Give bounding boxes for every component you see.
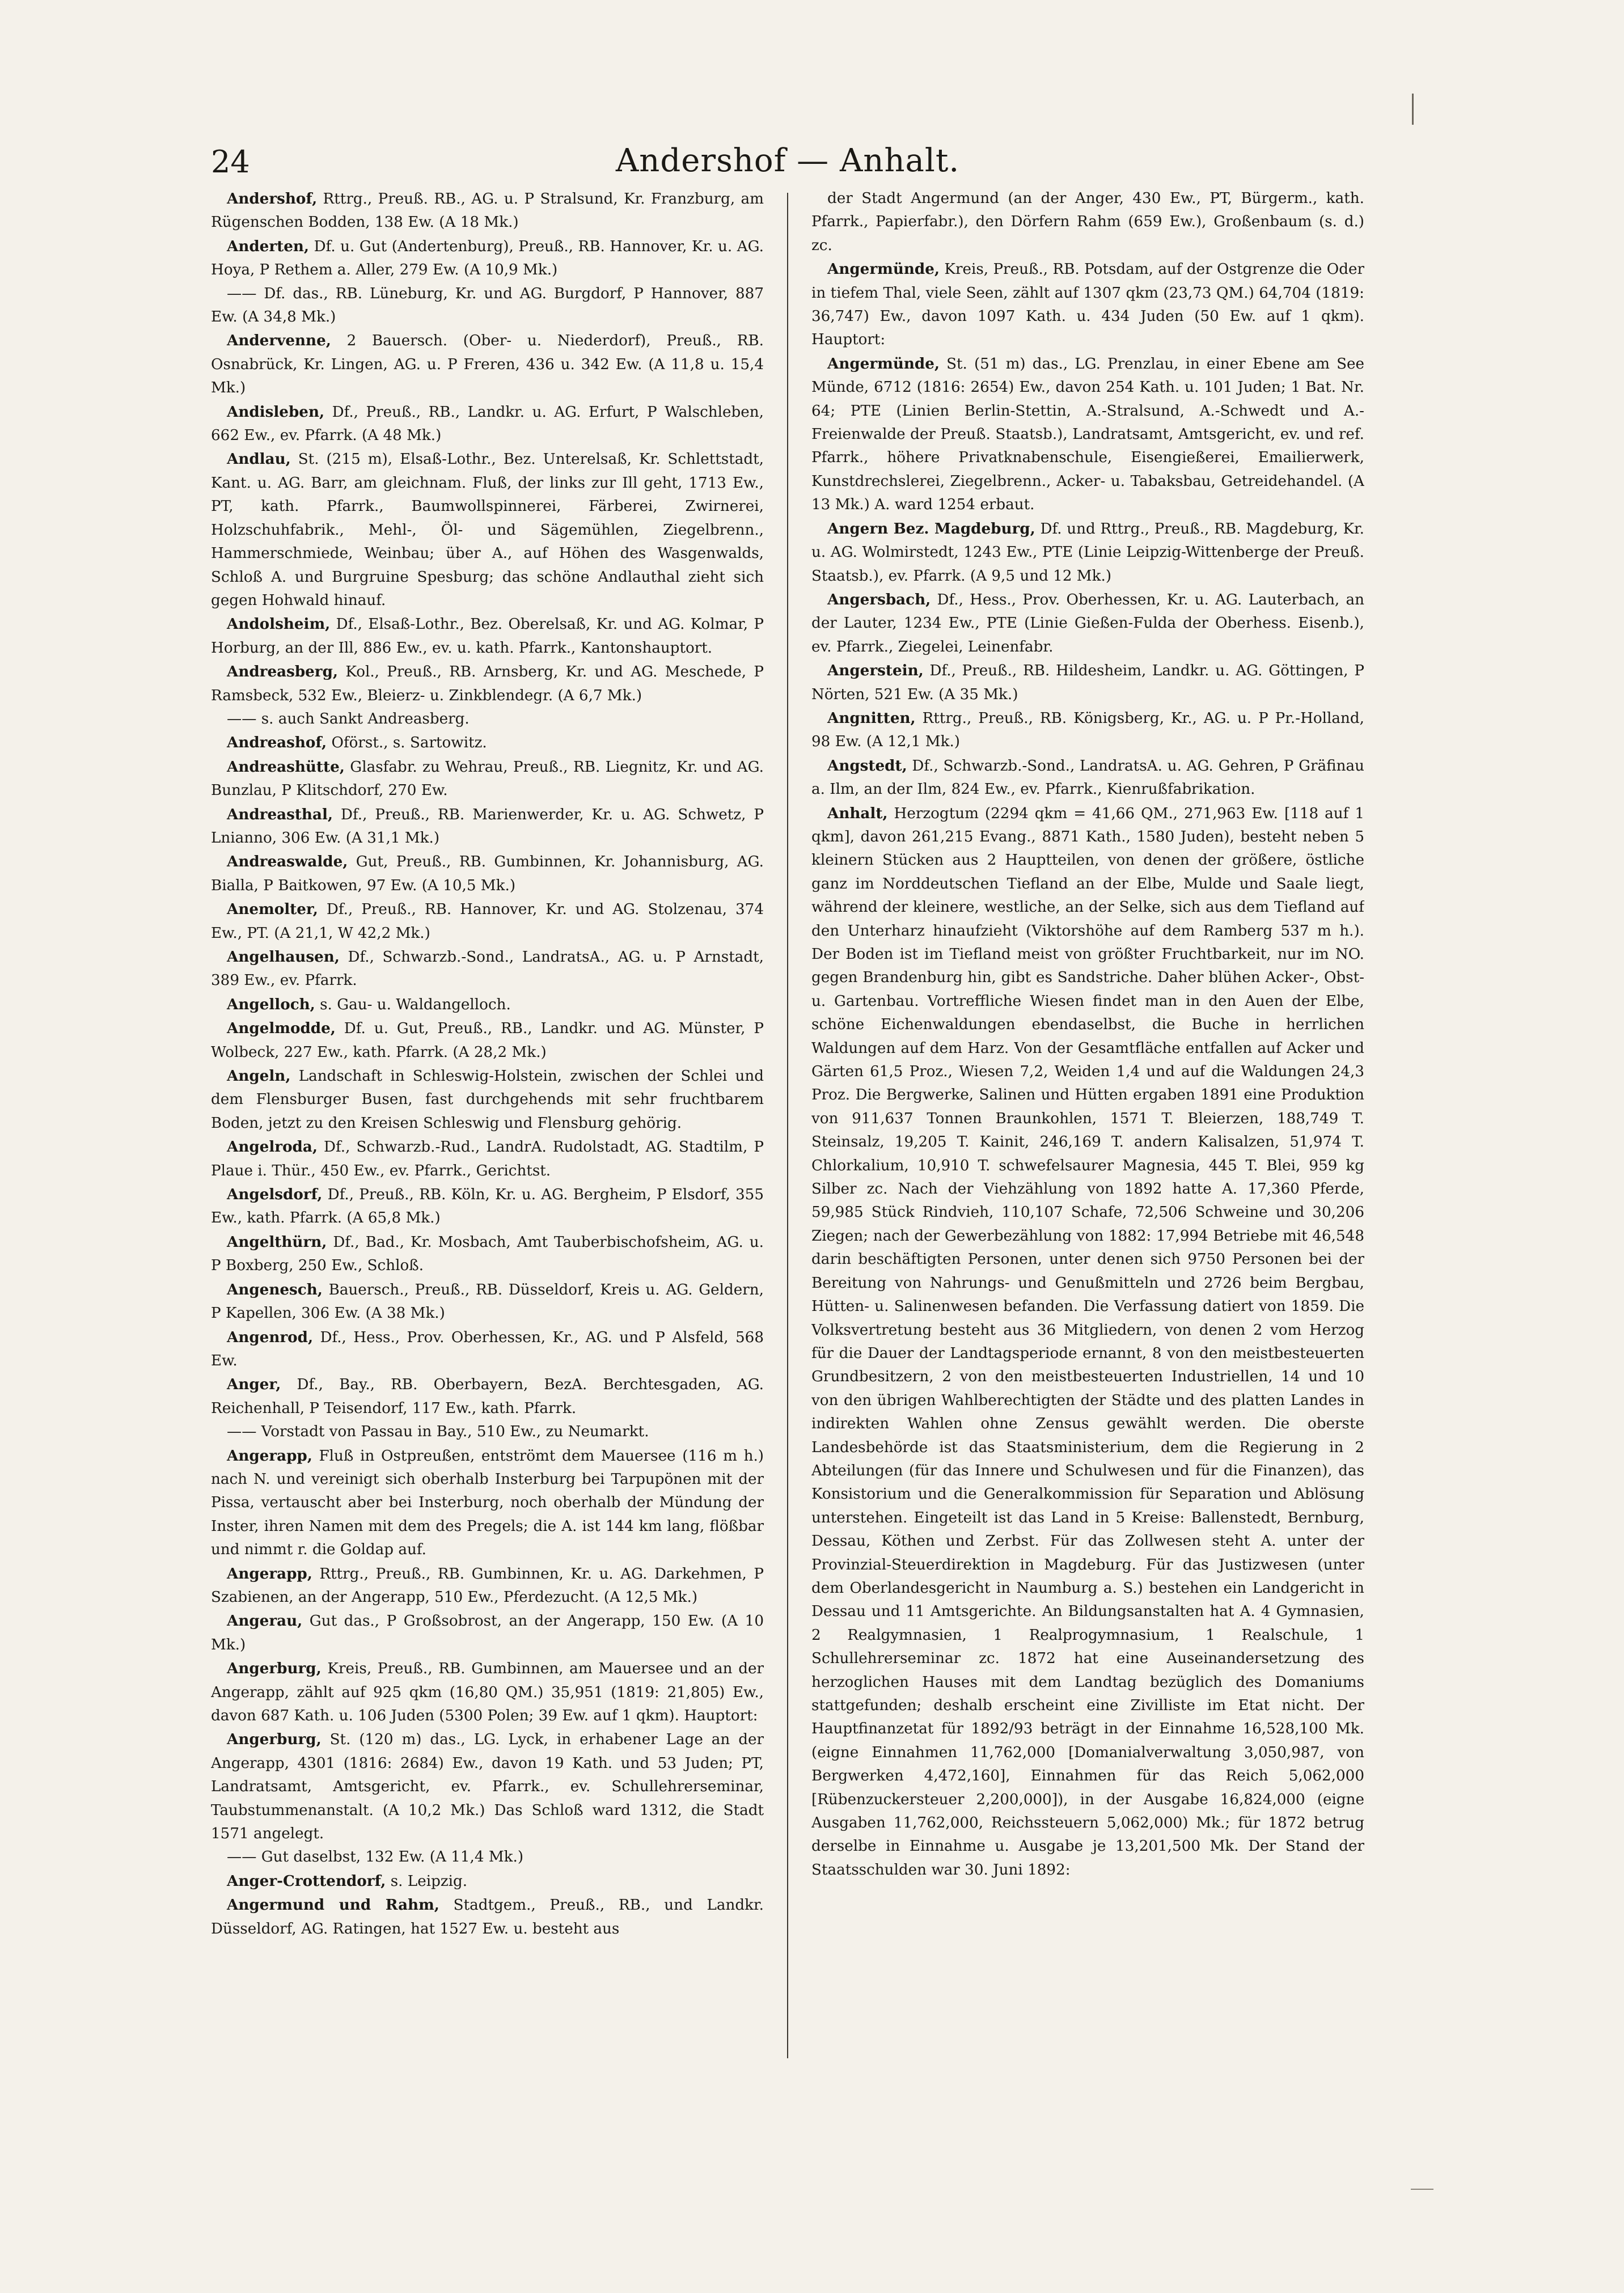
running-head: Andershof — Anhalt. — [615, 142, 960, 179]
page-number: 24 — [211, 144, 250, 180]
entry-headword: Angenesch, — [227, 1280, 323, 1298]
dictionary-entry — [211, 850, 764, 898]
entry-headword: Angern Bez. Magdeburg, — [827, 519, 1035, 538]
dictionary-entry — [811, 659, 1364, 706]
right-column — [811, 187, 1364, 2070]
dictionary-entry — [211, 612, 764, 660]
entry-headword: Andisleben, — [227, 403, 325, 421]
entry-text: Df. und Rttrg., Preuß., RB. Magdeburg, Kr. u. AG. Wolmirstedt, 1243 Ew., PTE (Linie Leipzig-Wittenberge der Preuß. Staatsb.), ev. Pfarrk. (A 9,5 und 12 Mk.) — [811, 520, 1364, 585]
entry-text: Rttrg., Preuß. RB., AG. u. P Stralsund, Kr. Franzburg, am Rügenschen Bodden, 138 Ew. (A 18 Mk.) — [211, 191, 764, 231]
dictionary-entry — [211, 1230, 764, 1278]
entry-text: Df., Elsaß-Lothr., Bez. Oberelsaß, Kr. und AG. Kolmar, P Horburg, an der Ill, 886 Ew., ev. u. kath. Pfarrk., Kantonshauptort. — [211, 616, 764, 657]
entry-headword: Andreasberg, — [227, 663, 339, 681]
entry-text: Df., Preuß., RB. Marienwerder, Kr. u. AG. Schwetz, P Lnianno, 306 Ew. (A 31,1 Mk.) — [211, 806, 764, 847]
entry-text: Df., Schwarzb.-Sond., LandratsA. u. AG. Gehren, P Gräfinau a. Ilm, an der Ilm, 824 Ew., ev. Pfarrk., Kienrußfabrikation. — [811, 757, 1364, 798]
dictionary-entry — [211, 187, 764, 235]
entry-text: —— s. auch Sankt Andreasberg. — [227, 710, 470, 727]
dictionary-entry — [811, 257, 1364, 352]
dictionary-entry — [811, 517, 1364, 588]
entry-text: Oförst., s. Sartowitz. — [327, 734, 487, 752]
entry-headword: Angersbach, — [827, 590, 931, 608]
dictionary-entry — [211, 1278, 764, 1326]
entry-text: Bauersch., Preuß., RB. Düsseldorf, Kreis u. AG. Geldern, P Kapellen, 306 Ew. (A 38 Mk.) — [211, 1281, 764, 1322]
dictionary-entry — [211, 400, 764, 448]
entry-text: s. Gau- u. Waldangelloch. — [315, 996, 511, 1013]
dictionary-entry — [211, 1017, 764, 1064]
dictionary-entry — [211, 235, 764, 282]
dictionary-entry — [211, 282, 764, 329]
entry-text: Df., Preuß., RB. Hannover, Kr. und AG. Stolzenau, 374 Ew., PT. (A 21,1, W 42,2 Mk.) — [211, 901, 764, 942]
dictionary-entry — [211, 329, 764, 400]
dictionary-entry — [811, 352, 1364, 517]
dictionary-entry — [211, 1609, 764, 1657]
entry-headword: Angstedt, — [827, 756, 907, 775]
entry-headword: Angerstein, — [827, 662, 924, 680]
dictionary-entry — [211, 1326, 764, 1373]
entry-text: Df., Preuß., RB. Köln, Kr. u. AG. Bergheim, P Elsdorf, 355 Ew., kath. Pfarrk. (A 65,8 Mk.) — [211, 1186, 764, 1227]
dictionary-entry — [211, 755, 764, 803]
dictionary-entry — [211, 898, 764, 945]
dictionary-entry — [811, 706, 1364, 754]
left-column — [211, 187, 764, 2070]
entry-text: Df., Hess., Prov. Oberhessen, Kr. u. AG. Lauterbach, an der Lauter, 1234 Ew., PTE (Linie Gießen-Fulda der Oberhess. Eisenb.), ev. Pfarrk., Ziegelei, Leinenfabr. — [811, 591, 1364, 655]
entry-headword: Angerau, — [227, 1612, 303, 1630]
margin-mark — [1412, 94, 1414, 125]
entry-headword: Angnitten, — [827, 709, 916, 727]
entry-text: Kreis, Preuß., RB. Potsdam, auf der Ostgrenze die Oder in tiefem Thal, viele Seen, zählt auf 1307 qkm (23,73 QM.) 64,704 (1819: 36,747) Ew., davon 1097 Kath. u. 434 Juden (50 Ew. auf 1 qkm). Hauptort: — [811, 261, 1364, 349]
column-divider — [787, 193, 788, 2058]
entry-headword: Angermund und Rahm, — [227, 1896, 439, 1914]
entry-text: Kreis, Preuß., RB. Gumbinnen, am Mauersee und an der Angerapp, zählt auf 925 qkm (16,80 QM.) 35,951 (1819: 21,805) Ew., davon 687 Kath. u. 106 Juden (5300 Polen; 39 Ew. auf 1 qkm). Hauptort: — [211, 1660, 764, 1724]
entry-text: Df., Bay., RB. Oberbayern, BezA. Berchtesgaden, AG. Reichenhall, P Teisendorf, 117 Ew., kath. Pfarrk. — [211, 1376, 764, 1417]
entry-text: Rttrg., Preuß., RB. Gumbinnen, Kr. u. AG. Darkehmen, P Szabienen, an der Angerapp, 510 Ew., Pferdezucht. (A 12,5 Mk.) — [211, 1565, 764, 1606]
entry-text: Df., Schwarzb.-Sond., LandratsA., AG. u. P Arnstadt, 389 Ew., ev. Pfarrk. — [211, 949, 764, 989]
dictionary-entry — [211, 945, 764, 993]
entry-headword: Andreashof, — [227, 734, 327, 752]
dictionary-entry — [211, 1728, 764, 1846]
dictionary-entry — [211, 660, 764, 708]
dictionary-entry — [811, 588, 1364, 659]
entry-headword: Anderten, — [227, 237, 310, 255]
dictionary-entry — [211, 993, 764, 1017]
entry-text: St. (120 m) das., LG. Lyck, in erhabener Lage an der Angerapp, 4301 (1816: 2684) Ew., davon 19 Kath. und 53 Juden; PT, Landratsamt, Amtsgericht, ev. Pfarrk., ev. Schullehrerseminar, Taubstummenanstalt. (A 10,2 Mk.) Das Schloß ward 1312, die Stadt 1571 angelegt. — [211, 1731, 764, 1843]
dictionary-entry — [211, 1183, 764, 1230]
entry-headword: Anger, — [227, 1376, 281, 1394]
entry-text: Glasfabr. zu Wehrau, Preuß., RB. Liegnitz, Kr. und AG. Bunzlau, P Klitschdorf, 270 Ew. — [211, 758, 764, 799]
entry-headword: Anemolter, — [227, 900, 318, 919]
dictionary-entry — [211, 1893, 764, 1941]
entry-headword: Andreaswalde, — [227, 853, 348, 871]
dictionary-entry — [211, 731, 764, 755]
dictionary-entry — [211, 1420, 764, 1444]
dictionary-entry — [211, 1135, 764, 1183]
margin-mark — [1411, 2189, 1433, 2190]
entry-text: der Stadt Angermund (an der Anger, 430 Ew., PT, Bürgerm., kath. Pfarrk., Papierfabr.), den Dörfern Rahm (659 Ew.), Großenbaum (s. d.) zc. — [811, 190, 1364, 254]
dictionary-entry — [211, 1562, 764, 1610]
entry-text: Df. u. Gut, Preuß., RB., Landkr. und AG. Münster, P Wolbeck, 227 Ew., kath. Pfarrk. (A 28,2 Mk.) — [211, 1020, 764, 1061]
entry-headword: Angelsdorf, — [227, 1186, 323, 1204]
entry-headword: Anhalt, — [827, 804, 888, 822]
entry-headword: Anger-Crottendorf, — [227, 1872, 386, 1890]
entry-text: Gut, Preuß., RB. Gumbinnen, Kr. Johannisburg, AG. Bialla, P Baitkowen, 97 Ew. (A 10,5 Mk.) — [211, 853, 764, 894]
entry-text: —— Gut daselbst, 132 Ew. (A 11,4 Mk.) — [227, 1848, 524, 1866]
entry-text: Kol., Preuß., RB. Arnsberg, Kr. und AG. Meschede, P Ramsbeck, 532 Ew., Bleierz- u. Zinkblendegr. (A 6,7 Mk.) — [211, 663, 764, 704]
entry-text: —— Df. das., RB. Lüneburg, Kr. und AG. Burgdorf, P Hannover, 887 Ew. (A 34,8 Mk.) — [211, 285, 764, 326]
entry-headword: Andreashütte, — [227, 758, 345, 776]
entry-headword: Angermünde, — [827, 354, 940, 373]
entry-text: Df., Preuß., RB., Landkr. u. AG. Erfurt, P Walschleben, 662 Ew., ev. Pfarrk. (A 48 Mk.) — [211, 403, 764, 445]
entry-headword: Andreasthal, — [227, 805, 333, 823]
entry-text: St. (215 m), Elsaß-Lothr., Bez. Unterelsaß, Kr. Schlettstadt, Kant. u. AG. Barr, am gleichnam. Fluß, der links zur Ill geht, 1713 Ew., PT, kath. Pfarrk., Baumwollspinnerei, Färberei, Zwirnerei, Holzschuhfabrik., Mehl-, Öl- und Sägemühlen, Ziegelbrenn., Hammerschmiede, Weinbau; über A., auf Höhen des Wasgenwalds, Schloß A. und Burgruine Spesburg; das schöne Andlauthal zieht sich gegen Hohwald hinauf. — [211, 451, 764, 609]
entry-headword: Angermünde, — [827, 260, 940, 278]
entry-text: St. (51 m) das., LG. Prenzlau, in einer Ebene am See Münde, 6712 (1816: 2654) Ew., davon 254 Kath. u. 101 Juden; 1 Bat. Nr. 64; PTE (Linien Berlin-Stettin, A.-Stralsund, A.-Schwedt und A.-Freienwalde der Preuß. Staatsb.), Landratsamt, Amtsgericht, ev. und ref. Pfarrk., höhere Privatknabenschule, Eisengießerei, Emailierwerk, Kunstdrechslerei, Ziegelbrenn., Acker- u. Tabaksbau, Getreidehandel. (A 13 Mk.) A. ward 1254 erbaut. — [811, 355, 1364, 514]
entry-headword: Angenrod, — [227, 1328, 314, 1346]
dictionary-entry — [211, 1846, 764, 1869]
entry-text: 2 Bauersch. (Ober- u. Niederdorf), Preuß., RB. Osnabrück, Kr. Lingen, AG. u. P Freren, 436 u. 342 Ew. (A 11,8 u. 15,4 Mk.) — [211, 332, 764, 397]
dictionary-entry — [211, 803, 764, 851]
entry-headword: Angelhausen, — [227, 948, 340, 966]
entry-text: Landschaft in Schleswig-Holstein, zwischen der Schlei und dem Flensburger Busen, fast durchgehends mit sehr fruchtbarem Boden, jetzt zu den Kreisen Schleswig und Flensburg gehörig. — [211, 1068, 764, 1132]
entry-text: s. Leipzig. — [386, 1872, 468, 1890]
dictionary-entry — [211, 1657, 764, 1728]
entry-headword: Andolsheim, — [227, 615, 331, 633]
dictionary-entry — [211, 708, 764, 731]
entry-headword: Angelroda, — [227, 1138, 318, 1156]
entry-text: Df., Hess., Prov. Oberhessen, Kr., AG. und P Alsfeld, 568 Ew. — [211, 1329, 764, 1369]
dictionary-entry — [811, 802, 1364, 1882]
entry-headword: Angelloch, — [227, 995, 315, 1013]
entry-text: Df., Schwarzb.-Rud., LandrA. Rudolstadt, AG. Stadtilm, P Plaue i. Thür., 450 Ew., ev. Pfarrk., Gerichtst. — [211, 1139, 764, 1179]
entry-headword: Andershof, — [227, 190, 318, 208]
entry-headword: Angerburg, — [227, 1731, 322, 1749]
dictionary-entry — [211, 1444, 764, 1562]
entry-text: Df., Preuß., RB. Hildesheim, Landkr. u. AG. Göttingen, P Nörten, 521 Ew. (A 35 Mk.) — [811, 662, 1364, 703]
entry-text: Stadtgem., Preuß., RB., und Landkr. Düsseldorf, AG. Ratingen, hat 1527 Ew. u. besteht aus — [211, 1897, 764, 1937]
entry-headword: Angerapp, — [227, 1446, 312, 1465]
entry-headword: Angerburg, — [227, 1660, 322, 1678]
entry-headword: Angelmodde, — [227, 1019, 336, 1038]
entry-text: Df., Bad., Kr. Mosbach, Amt Tauberbischofsheim, AG. u. P Boxberg, 250 Ew., Schloß. — [211, 1233, 764, 1275]
entry-text: Gut das., P Großsobrost, an der Angerapp, 150 Ew. (A 10 Mk.) — [211, 1613, 764, 1653]
entry-headword: Andlau, — [227, 450, 291, 468]
entry-text: Herzogtum (2294 qkm = 41,66 QM., 271,963 Ew. [118 auf 1 qkm], davon 261,215 Evang., 8871 Kath., 1580 Juden), besteht neben 5 kleinern Stücken aus 2 Hauptteilen, von denen der größere, östliche ganz im Norddeutschen Tiefland an der Elbe, Mulde und Saale liegt, während der kleinere, westliche, an der Selke, sich aus dem Tiefland auf den Unterharz hinaufzieht (Viktorshöhe auf dem Ramberg 537 m h.). Der Boden ist im Tiefland meist von größter Fruchtbarkeit, nur im NO. gegen Brandenburg hin, gibt es Sandstriche. Daher blühen Acker-, Obst- u. Gartenbau. Vortreffliche Wiesen findet man in den Auen der Elbe, schöne Eichenwaldungen ebendaselbst, die Buche in herrlichen Waldungen auf dem Harz. Von der Gesamtfläche entfallen auf Acker und Gärten 61,5 Proz., Wiesen 7,2, Weiden 1,4 und auf die Waldungen 24,3 Proz. Die Bergwerke, Salinen und Hütten ergaben 1891 eine Produktion von 911,637 Tonnen Braunkohlen, 1571 T. Bleierzen, 188,749 T. Steinsalz, 19,205 T. Kainit, 246,169 T. andern Kalisalzen, 51,974 T. Chlorkalium, 10,910 T. schwefelsaurer Magnesia, 445 T. Blei, 959 kg Silber zc. Nach der Viehzählung von 1892 hatte A. 17,360 Pferde, 59,985 Stück Rindvieh, 110,107 Schafe, 72,506 Schweine und 30,206 Ziegen; nach der Gewerbezählung von 1882: 17,994 Betriebe mit 46,548 darin beschäftigten Personen, unter denen sich 9750 Personen bei der Bereitung von Nahrungs- und Genußmitteln und 2726 beim Bergbau, Hütten- u. Salinenwesen befanden. Die Verfassung datiert von 1859. Die Volksvertretung besteht aus 36 Mitgliedern, von denen 2 vom Herzog für die Dauer der Landtagsperiode ernannt, 8 von den meistbesteuerten Grundbesitzern, 2 von den meistbesteuerten Industriellen, 14 und 10 von den übrigen Wahlberechtigten der Städte und des platten Landes in indirekten Wahlen ohne Zensus gewählt werden. Die oberste Landesbehörde ist das Staatsministerium, dem die Regierung in 2 Abteilungen (für das Innere und Schulwesen und für die Finanzen), das Konsistorium und die Generalkommission für Separation und Ablösung unterstehen. Eingeteilt ist das Land in 5 Kreise: Ballenstedt, Bernburg, Dessau, Köthen und Zerbst. Für das Zollwesen steht A. unter der Provinzial-Steuerdirektion in Magdeburg. Für das Justizwesen (unter dem Oberlandesgericht in Naumburg a. S.) bestehen ein Landgericht in Dessau und 11 Amtsgerichte. An Bildungsanstalten hat A. 4 Gymnasien, 2 Realgymnasien, 1 Realprogymnasium, 1 Realschule, 1 Schullehrerseminar zc. 1872 hat eine Auseinandersetzung des herzoglichen Hauses mit dem Landtag bezüglich des Domaniums stattgefunden; deshalb erscheint eine Zivilliste im Etat nicht. Der Hauptfinanzetat für 1892/93 beträgt in der Einnahme 16,528,100 Mk. (eigne Einnahmen 11,762,000 [Domanialverwaltung 3,050,987, von Bergwerken 4,472,160], Einnahmen für das Reich 5,062,000 [Rübenzuckersteuer 2,200,000]), in der Ausgabe 16,824,000 (eigne Ausgaben 11,762,000, Reichssteuern 5,062,000) Mk.; für 1872 betrug derselbe in Einnahme u. Ausgabe je 13,201,500 Mk. Der Stand der Staatsschulden war 30. Juni 1892: — [811, 805, 1364, 1879]
entry-headword: Andervenne, — [227, 332, 331, 350]
dictionary-entry — [811, 187, 1364, 257]
entry-headword: Angelthürn, — [227, 1233, 327, 1251]
entry-headword: Angeln, — [227, 1067, 291, 1085]
dictionary-entry — [211, 447, 764, 612]
dictionary-entry — [811, 754, 1364, 802]
entry-text: Rttrg., Preuß., RB. Königsberg, Kr., AG. u. P Pr.-Holland, 98 Ew. (A 12,1 Mk.) — [811, 709, 1364, 751]
page-header — [211, 141, 1364, 192]
entry-text: —— Vorstadt von Passau in Bay., 510 Ew., zu Neumarkt. — [227, 1423, 649, 1441]
entry-text: Fluß in Ostpreußen, entströmt dem Mauersee (116 m h.) nach N. und vereinigt sich oberhalb Insterburg bei Tarpupönen mit der Pissa, vertauscht aber bei Insterburg, noch oberhalb der Mündung der Inster, ihren Namen mit dem des Pregels; die A. ist 144 km lang, flößbar und nimmt r. die Goldap auf. — [211, 1447, 764, 1559]
dictionary-entry — [211, 1064, 764, 1135]
entry-text: Df. u. Gut (Andertenburg), Preuß., RB. Hannover, Kr. u. AG. Hoya, P Rethem a. Aller, 279 Ew. (A 10,9 Mk.) — [211, 238, 764, 279]
entry-headword: Angerapp, — [227, 1564, 312, 1583]
dictionary-entry — [211, 1869, 764, 1893]
dictionary-entry — [211, 1373, 764, 1420]
